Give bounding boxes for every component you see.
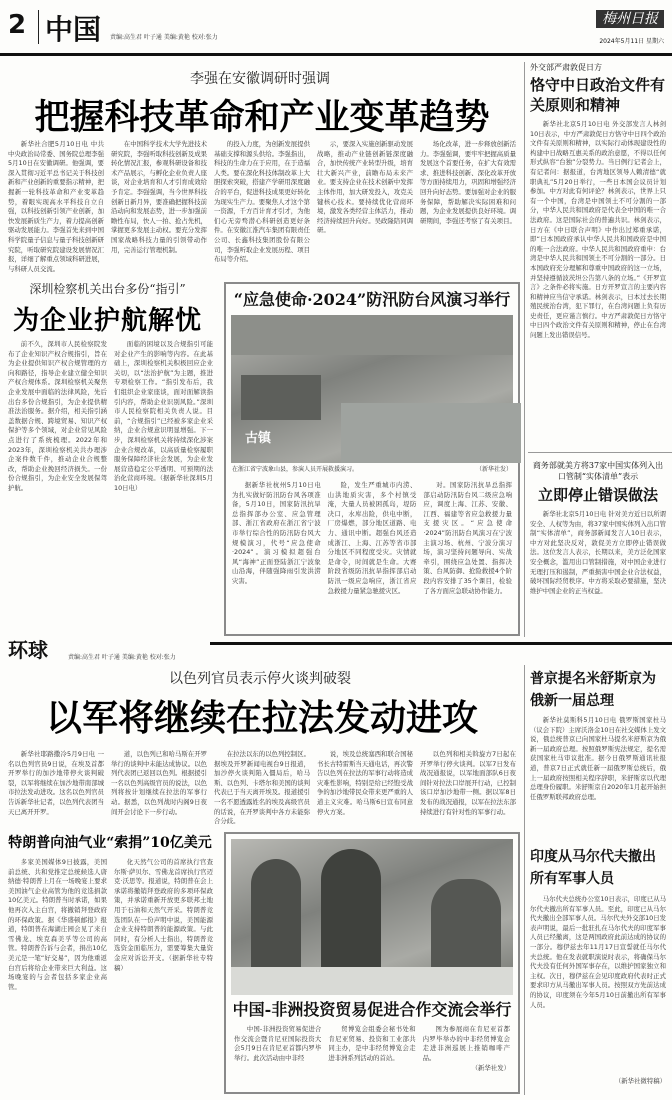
drill-caption: 在浙江省宁波象山县，参演人员开展救援演习。 [232,466,359,473]
japan-kicker: 外交部严肃敦促日方 [530,63,602,72]
israel-headline: 以军将继续在拉法发动进攻 [45,697,478,739]
maldives-credit: （新华社微特稿） [614,1077,666,1085]
lead-headline: 把握科技革命和产业变革趋势 [34,97,490,138]
trump-body [8,858,213,1093]
credits: 责编:高生君 叶子通 美编:黄艳 校对:张力 [110,34,218,41]
paragraph: 中国-非洲投资贸易促进合作交流会暨肯尼亚国际投资大会5月9日在肯尼亚首都内罗毕举行。此次活动由中非经 [234,1025,322,1062]
africa-feature-box [224,832,520,1094]
israel-body [8,750,516,826]
section-title: 中国 [45,13,102,46]
trump-headline: 特朗普向油气业“索捐”10亿美元 [8,835,212,851]
divider [38,10,39,44]
issue-date: 2024年5月11日 星期六 [599,38,664,45]
paragraph: 对。国家防汛抗旱总指挥部启动防汛防台风二级应急响应，调度上海、江苏、安徽、江西、福建等省应急救援力量支援灾区。“应急使命·2024”防汛防台风演习在宁波主演习场、杭州、宁波分演习场，演习坚持问题导向、实战牵引，围绕应急处置、指挥决策、台风防御、抢险救援4个阶段内容安排了35个课目，检验了各方面应急联动协作能力。 [423,481,513,595]
world-section-title: 环球 [8,638,48,662]
header-rule [0,53,672,56]
shenzhen-headline: 为企业护航解忧 [12,306,202,336]
paragraph: 新华社合肥5月10日电 中共中央政治局常委、国务院总理李强5月10日在安徽调研。他强调，要深入贯彻习近平总书记关于科技创新和产业创新的重要指示精神，把握新一轮科技革命和产业变革趋势，着眼实现高水平科技自立自强，以科技创新引领产业创新，加快发展新质生产力，着力提高创新驱动发展能力。李强首先来到中国科学院量子信息与量子科技创新研究院，听取研究院建设发展情况汇报，详细了解重点领域科研进展，与科研人员交流。 [8,140,104,273]
drill-credit: （新华社发） [475,466,512,473]
paragraph: 以色列和相关斡旋方7日起在开罗举行停火谈判。以军7日发布战况通报说，以军地面部队6日夜间针对拉法口岸展开行动，已控制该口岸加沙地带一侧。据以军8日发布的战况通报，以军在拉法东部持续进行有针对性的军事行动。 [420,750,516,816]
africa-title: 中国-非洲投资贸易促进合作交流会举行 [232,1000,512,1019]
maldives-article [530,846,666,1087]
paragraph: 新华社耶路撒冷5月9日电 一名以色列官员9日说，在埃及首都开罗举行的加沙地带停火谈判破裂，以军将继续在加沙地带南部城市拉法发动进攻。这名以色列官员告诉新华社记者，以色列代表团当天已离开开罗。 [8,750,104,816]
paragraph: 马尔代夫总统办公室10日表示，印度已从马尔代夫撤出所有军事人员。至此，印度已从马尔代夫撤出全部军事人员。马尔代夫外交部10日发表声明说，最后一批驻扎在马尔代夫的印度军事人员已经撤离，这是两国政府此前达成的协议的一部分。穆伊兹去年11月17日宣誓就任马尔代夫总统。他在发表就职演说时表示，将确保马尔代夫没有任何外国军事存在，以维护国家独立和主权。次日，穆伊兹在会见印度政府代表时正式要求印方从马撤出军事人员。按照双方先前达成的协议，印度须在今年5月10日前撤出所有军事人员。 [530,895,666,1009]
paragraph: 化天然气公司的首席执行官查尔斯·萨贝尔、雪佛龙首席执行官迈克·沃思等。报道说，特朗普在会上承诺将撤销拜登政府的多项环保政策，并承诺重新开放更多联邦土地用于石油和天然气开采。特朗普竞选团队在一份声明中说，美国能源企业支持特朗普的能源政策。与此同时，有分析人士指出，特朗普竞选资金面临压力，需要筹集大量资金应对诉讼开支。（据新华社专特稿） [114,858,213,972]
lead-body [8,140,516,273]
paragraph: 新华社莫斯科5月10日电 俄罗斯国家杜马（议会下院）主席沃洛金10日在社交媒体上发文说，俄总统普京已向国家杜马提名米舒斯京为俄新一届政府总理。按照俄罗斯宪法规定，提名需获国家杜马审议批准。据今日俄罗斯通讯社报道，普京7日正式就任新一届俄罗斯总统后，俄上一届政府按照相关程序辞职，米舒斯京以代理总理身份履职。米舒斯京自2020年1月起开始担任俄罗斯联邦政府总理。 [530,716,666,801]
israel-kicker: 以色列官员表示停火谈判破裂 [169,671,351,687]
drill-title: “应急使命·2024”防汛防台风演习举行 [233,290,511,309]
commerce-headline: 立即停止错误做法 [537,486,658,504]
paragraph: 说，埃及总统塞西和联合国秘书长古特雷斯当天通电话，再次警告以色列在拉法的军事行动将造成灾难性影响，特别是给已经饱受战争的加沙地带民众带来更严重的人道主义灾难。哈马斯6日宣布同意停火方案。 [317,750,413,816]
paragraph: 在中国科学技术大学先进技术研究院，李强听取科技创新及成果转化情况汇报，参观科研设备和技术产品展示，与孵化企业负责人座谈，对企业培育和人才引育成效给予肯定。李强强调，当今世界科技创新日新月异，要准确把握科技前沿动向和发展态势，进一步加强前瞻性布局，快人一拍、抢占先机，掌握更多发展主动权。要充分发挥国家战略科技力量的引领带动作用，完善运行管理机制。 [111,140,207,254]
shenzhen-body [8,340,213,636]
paragraph: 多家美国媒体9日披露，美国前总统、共和党推定总统候选人唐纳德·特朗普上月在一场晚宴上要求美国油气企业高管为他的竞选捐款10亿美元。特朗普当时承诺，如果他再次入主白宫，将撤销拜登政府的环保政策。据《华盛顿邮报》报道，特朗普在海湖庄园会见了来自雪佛龙、埃克森美孚等公司的高管。特朗普告诉与会者，捐出10亿美元是一笔“好交易”，因为他重返白宫后将给企业带来巨大利益。这场晚宴的与会者包括多家企业高管。 [8,858,107,991]
paragraph: 前不久，深圳市人民检察院发布了企业知识产权合规指引，旨在为企业提供知识产权合规管理的方向和路径，指导企业建立健全知识产权合规体系。深圳检察机关聚焦企业发展中面临的法律风险，先后出台多份合规指引，为企业提供精准法治服务。据介绍，相关指引涵盖数据合规、跨境贸易、知识产权保护等多个领域，对企业常见风险点进行了系统梳理。2022年和2023年，深圳检察机关共办理涉企案件数千件，推动企业合规整改，帮助企业挽回经济损失。一份份合规指引，为企业安全发展保驾护航。 [8,340,107,492]
paragraph: 的投入力度，为创新发展提供基础支撑和源头供给。李强指出，科技的生命力在于应用，在于造福人类。要在深化科技体制改革上大胆探索突破，搭建产学研用深度融合的平台，促进科技成果更好转化为现实生产力。要聚焦人才这个第一资源，千方百计育才引才，为他们心无旁骛潜心科研创造更好条件。在安徽江淮汽车集团有限责任公司、长鑫科技集团股份有限公司，李强听取企业发展历程、项目布局等介绍。 [214,140,310,264]
paragraph: 道，以色列已和哈马斯在开罗举行的谈判中未能达成协议。以色列代表团已返回以色列。根据援引一名以色列高级官员的说法，以色列将按计划继续在拉法的军事行动。据悉，以色列战时内阁9日夜间开会讨论下一步行动。 [111,750,207,816]
paragraph: 图为参展商在肯尼亚首都内罗毕举办的中非经贸博览会走进非洲巡展上推销咖啡产品。 [422,1025,510,1062]
paragraph: 据新华社杭州5月10日电 为扎实做好防汛防台风各项准备，5月10日，国家防汛抗旱总指挥部办公室、应急管理部、浙江省政府在浙江省宁波市举行综合性的防汛防台风大规模演习，代号“应急使命·2024”。演习模拟超强台风“海神”正面登陆浙江宁波象山沿海，伴随强降雨引发洪涝灾害。 [232,481,321,585]
paragraph: 在拉法以东的以色列控制区。据埃及开罗新闻电视台9日报道，加沙停火谈判陷入僵局后，哈马斯、以色列、卡塔尔和美国的谈判代表已于当天离开埃及。报道援引一名不愿透露姓名的埃及高级官员的话说，在开罗谈判中各方未能弥合分歧。 [214,750,310,826]
putin-article [530,668,666,812]
japan-article [530,62,666,446]
putin-headline: 普京提名米舒斯京为俄新一届总理 [530,671,656,709]
paragraph: 新华社北京5月10日电 外交部发言人林剑10日表示，中方严肃敦促日方恪守中日四个政治文件有关原则和精神，以实际行动体现建设性的构建中日战略互惠关系的政治意愿，不得以任何形式纵容“台独”分裂势力。当日例行记者会上，有记者问：据报道，台湾地区领导人赖清德“就职典礼”5月20日举行，一些日本国会议员计划参加。中方对此有何评论？林剑表示，世界上只有一个中国，台湾是中国领土不可分割的一部分，中华人民共和国政府是代表全中国的唯一合法政府。这是国际社会的普遍共识。林剑表示，日方在《中日联合声明》中作出过郑重承诺，即“日本国政府承认中华人民共和国政府是中国的唯一合法政府。中华人民共和国政府重申：台湾是中华人民共和国领土不可分割的一部分。日本国政府充分理解和尊重中国政府的这一立场，并坚持遵循波茨坦公告第八条的立场。”《开罗宣言》之条件必将实施。日方开罗宣言的主要内容和精神应当信守承诺。林剑表示，日本过去长期殖民统治台湾，犯下罪行，在台湾问题上负有历史责任，更应谨言慎行。中方严肃敦促日方恪守中日四个政治文件有关原则和精神，停止在台湾问题上发出错误信号。 [530,120,666,340]
paragraph: 场化改革，进一步释放创新活力。李强强调，要牢牢把握高质量发展这个首要任务，在扩大有效需求、推进科技创新、深化改革开放等方面持续用力，巩固和增强经济回升向好态势。要加强对企业的服务保障，帮助解决实际困难和问题，为企业发展提供良好环境。调研期间，李强还考察了有关项目。 [420,140,516,225]
newspaper-logo: 梅州日报 [596,10,664,28]
page-number: 2 [8,10,27,40]
africa-credit: （新华社发） [471,1064,510,1073]
drill-photo[interactable] [231,315,513,463]
japan-headline: 恪守中日政治文件有关原则和精神 [530,76,666,114]
paragraph: 险，发生严重城市内涝、山洪地质灾害，多个村镇受淹，大量人员被困孤岛，堤防决口，水库出险，供电中断，厂房爆燃，部分地区道路、电力、通讯中断。超强台风还造成浙江、上海、江苏等省市部分地区不同程度受灾。灾情就是命令，时间就是生命。大赛阶段省级防汛抗旱指挥部启动防汛一级应急响应，浙江省应急救援力量紧急驰援灾区。 [327,481,417,595]
photo-sign: 古镇 [245,431,272,446]
drill-feature-box [224,282,520,636]
africa-body [234,1025,510,1089]
world-credits: 责编:高生君 叶子通 美编:黄艳 校对:张力 [68,654,176,661]
section-rule [210,642,672,645]
commerce-article [530,460,666,606]
shenzhen-kicker: 深圳检察机关出台多份“指引” [29,282,186,296]
paragraph: 面临的困境以及合规指引可能对企业产生的影响等内容。在此基础上，深圳检察机关积极回应企业关切，以“法治护航”为主题，推进专项检察工作。“指引发布后，我们组织企业家座谈，面对面解读指引内容，帮助企业识别风险。”深圳市人民检察院相关负责人说。目前，“合规指引”已经被多家企业采纳，企业合规意识明显增强。下一步，深圳检察机关将持续深化涉案企业合规改革，以高质量检察履职服务保障经济社会发展，为企业发展营造稳定公平透明、可预期的法治化营商环境。（据新华社深圳5月10日电） [114,340,213,492]
paragraph: 新华社北京5月10日电 针对美方近日以所谓安全、人权等为由，将37家中国实体列入出口管制“实体清单”，商务部新闻发言人10日表示，中方对此坚决反对，敦促美方立即停止错误做法。这位发言人表示，长期以来，美方泛化国家安全概念，滥用出口管制措施，对中国企业进行无理打压和遏制，严重损害中国企业合法权益，破坏国际经贸秩序。中方将采取必要措施，坚决维护中国企业的正当权益。 [530,510,666,595]
africa-photo[interactable] [231,839,513,995]
maldives-headline: 印度从马尔代夫撤出所有军事人员 [530,849,656,887]
lead-kicker: 李强在安徽调研时强调 [190,71,330,87]
paragraph: 贸博览会组委会秘书处和肯尼亚贸易、投资和工业部共同主办，是中非经贸博览会走进非洲系列活动的首站。 [328,1025,416,1062]
commerce-kicker: 商务部就美方将37家中国实体列入出口管制“实体清单”表示 [532,461,664,481]
drill-body [232,481,512,625]
paragraph: 示，要深入实施创新驱动发展战略，推动产业链创新链深度融合，加快传统产业转型升级，培育壮大新兴产业，前瞻布局未来产业。要支持企业在技术创新中发挥主体作用，加大研发投入，攻克关键核心技术。要持续优化营商环境，激发各类经营主体活力，推动经济持续回升向好。吴政隆陪同调研。 [317,140,413,235]
